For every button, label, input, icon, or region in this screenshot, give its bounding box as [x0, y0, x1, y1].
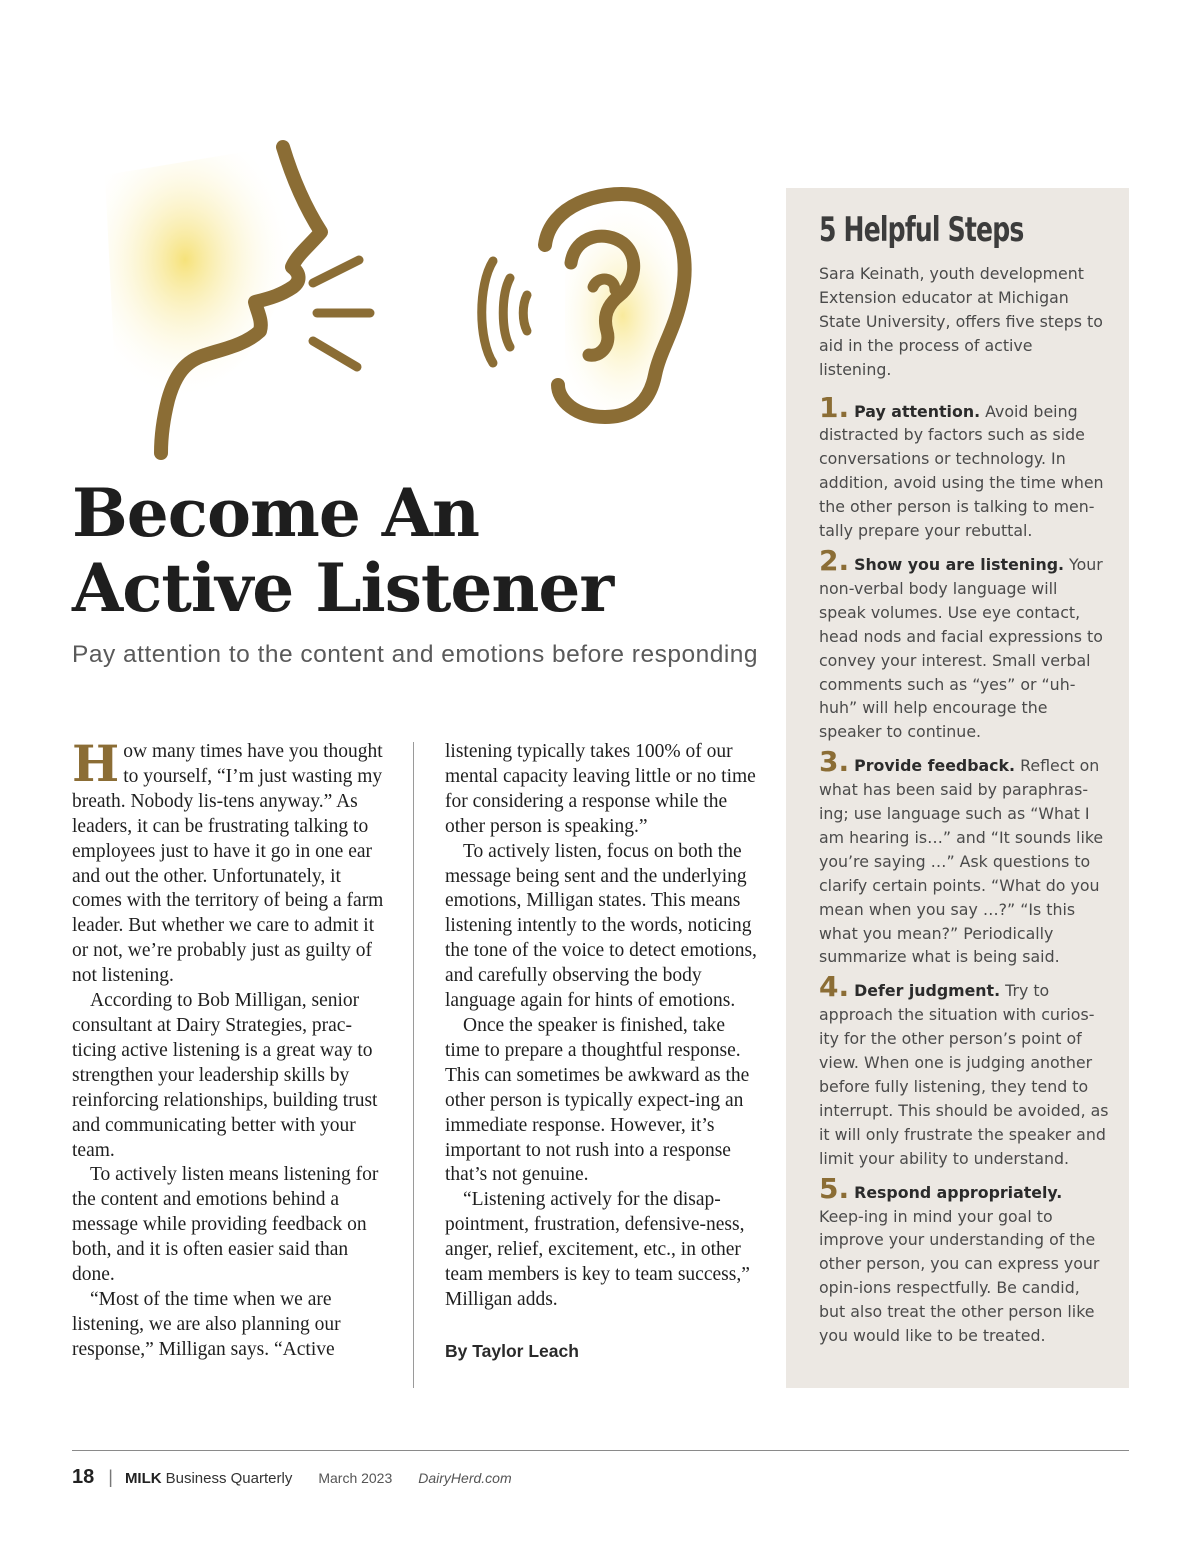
sidebar-helpful-steps [786, 188, 1129, 1388]
step-heading: Defer judgment. [854, 981, 1001, 1001]
step-item [819, 390, 1109, 543]
article-column-2 [445, 740, 763, 1364]
paragraph: According to Bob Milligan, senior consultant at Dairy Strategies, prac-ticing active listening is a great way to strengthen your leadership skills by reinforcing relationships, building trust and communicating better with your team. [72, 990, 378, 1161]
page-number: 18 [72, 1466, 95, 1488]
paragraph: listening typically takes 100% of our mental capacity leaving little or no time for considering a response while the other person is speaking.” [445, 741, 756, 837]
step-number: 5. [819, 1171, 850, 1205]
step-heading: Respond appropriately. [854, 1182, 1063, 1202]
magazine-name: Business Quarterly [165, 1470, 293, 1487]
paragraph: Once the speaker is finished, take time to prepare a thoughtful response. This can sometimes be awkward as the other person is typically expect-ing an immediate response. However, it’s important to not rush into a response that’s not genuine. [445, 1014, 750, 1186]
step-item [819, 1171, 1109, 1348]
paragraph: To actively listen means listening for the content and emotions behind a message while providing feedback on both, and it is often easier said than done. [72, 1164, 379, 1286]
step-item [819, 543, 1109, 744]
sidebar-intro: Sara Keinath, youth development Extension educator at Michigan State University, offers five steps to aid in the process of active listening. [819, 264, 1103, 379]
issue-date: March 2023 [318, 1470, 393, 1486]
step-text: Reflect on what has been said by paraphras-ing; use language such as “What I am hearing is…” and “It sounds like you’re saying …” Ask questions to clarify certain points. “What do you mean when you say …?” “Is this what you mean?” Periodically summarize what is being said. [819, 756, 1104, 967]
article-column-1 [72, 734, 390, 1363]
title-line-1: Become An [72, 474, 479, 552]
drop-cap: H [72, 734, 120, 793]
step-text: Your non-verbal body language will speak volumes. Use eye contact, head nods and facial expressions to convey your interest. Small verbal comments such as “yes” or “uh-huh” will help encourage the speaker to continue. [819, 554, 1103, 742]
page-footer [72, 1466, 512, 1496]
step-number: 1. [819, 390, 850, 424]
step-heading: Pay attention. [854, 401, 981, 421]
illustration [95, 135, 715, 465]
step-heading: Provide feedback. [854, 756, 1016, 776]
magazine-name-bold: MILK [124, 1470, 162, 1487]
title-line-2: Active Listener [72, 549, 614, 627]
step-text: Keep-ing in mind your goal to improve your understanding of the other person, you can express your opin-ions respectfully. Be candid, but also treat the other person like you would like to be treated. [819, 1206, 1100, 1346]
step-number: 2. [819, 543, 850, 577]
website-link[interactable]: DairyHerd.com [418, 1470, 512, 1486]
step-heading: Show you are listening. [854, 554, 1064, 574]
sound-waves-icon [482, 261, 527, 363]
footer-rule [72, 1450, 1129, 1451]
ear-icon [545, 194, 685, 417]
step-item [819, 970, 1109, 1170]
article-subtitle: Pay attention to the content and emotions before responding [72, 641, 759, 668]
step-number: 3. [819, 745, 850, 779]
byline: By Taylor Leach [445, 1340, 579, 1361]
step-number: 4. [819, 970, 850, 1004]
paragraph [72, 734, 390, 989]
step-item [819, 745, 1109, 969]
column-divider [413, 742, 414, 1388]
footer-separator: | [108, 1467, 113, 1487]
speech-lines-icon [313, 260, 370, 367]
step-text: Try to approach the situation with curios-ity for the other person’s point of view. When one is judging another before fully listening, they tend to interrupt. This should be avoided, as it will only frustrate the speaker and limit your ability to understand. [819, 981, 1109, 1168]
step-text: Avoid being distracted by factors such as side conversations or technology. In addition, avoid using the time when the other person is talking to men-tally prepare your rebuttal. [819, 401, 1104, 541]
paragraph: “Listening actively for the disap-pointment, frustration, defensive-ness, anger, relief, excitement, etc., in other team members is key to team success,” Milligan adds. [445, 1189, 750, 1310]
sidebar-title: 5 Helpful Steps [819, 210, 1024, 250]
paragraph: To actively listen, focus on both the message being sent and the underlying emotions, Milligan states. This means listening intently to the words, noticing the tone of the voice to detect emotions, and carefully observing the body language again for hints of emotions. [445, 840, 757, 1012]
speaking-face-icon [105, 145, 321, 453]
paragraph: “Most of the time when we are listening, we are also planning our response,” Milligan says. “Active [72, 1288, 341, 1360]
article-title [72, 476, 772, 626]
paragraph-text: ow many times have you thought to yourself, “I’m just wasting my breath. Nobody lis-tens anyway.” As leaders, it can be frustrating talking to employees just to have it go in one ear and out the other. Unfortunately, it comes with the territory of being a farm leader. But whether we care to admit it or not, we’re probably just as guilty of not listening. [72, 741, 384, 987]
